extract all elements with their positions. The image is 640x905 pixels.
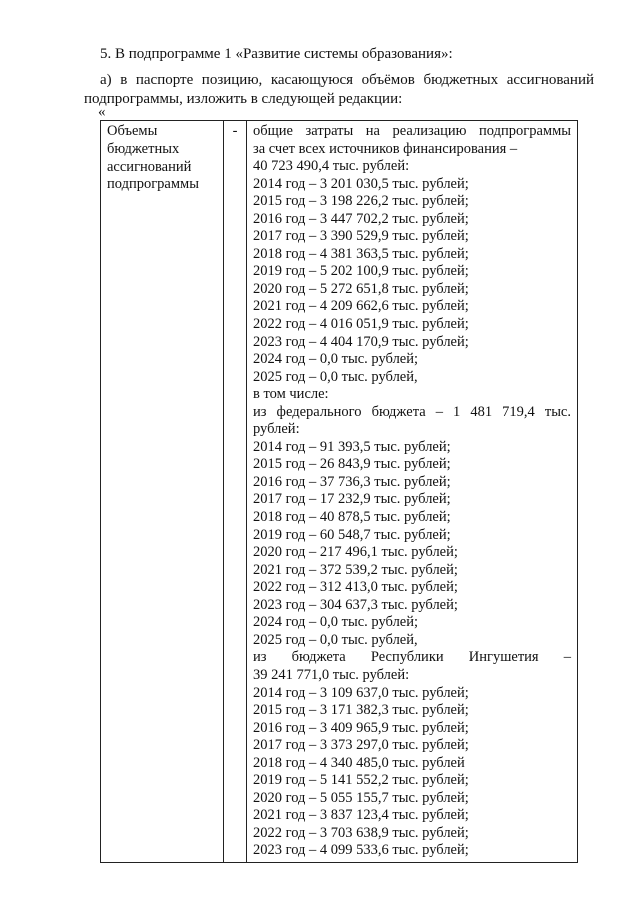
list-item: 2021 год – 4 209 662,6 тыс. рублей; xyxy=(253,298,469,315)
list-item: 2016 год – 3 409 965,9 тыс. рублей; xyxy=(253,719,469,736)
list-item: 2022 год – 3 703 638,9 тыс. рублей; xyxy=(253,824,469,841)
total-years-list xyxy=(253,176,571,387)
list-item: 2014 год – 3 201 030,5 тыс. рублей; xyxy=(253,175,469,192)
regional-years-list xyxy=(253,685,571,860)
list-item: 2019 год – 5 202 100,9 тыс. рублей; xyxy=(253,263,469,280)
including-label: в том числе: xyxy=(253,386,329,403)
label-line: бюджетных xyxy=(107,140,180,157)
total-amount: 40 723 490,4 тыс. рублей: xyxy=(253,158,410,175)
dash-cell: - xyxy=(224,121,247,863)
list-item: 2019 год – 5 141 552,2 тыс. рублей; xyxy=(253,772,469,789)
list-item: 2021 год – 372 539,2 тыс. рублей; xyxy=(253,561,458,578)
list-item: 2022 год – 4 016 051,9 тыс. рублей; xyxy=(253,316,469,333)
list-item: 2017 год – 17 232,9 тыс. рублей; xyxy=(253,491,451,508)
list-item: 2015 год – 3 198 226,2 тыс. рублей; xyxy=(253,193,469,210)
section-heading: 5. В подпрограмме 1 «Развитие системы образования»: xyxy=(100,46,453,62)
list-item: 2023 год – 4 404 170,9 тыс. рублей; xyxy=(253,333,469,350)
list-item: 2024 год – 0,0 тыс. рублей; xyxy=(253,351,419,368)
list-item: 2019 год – 60 548,7 тыс. рублей; xyxy=(253,526,451,543)
list-item: 2020 год – 5 055 155,7 тыс. рублей; xyxy=(253,789,469,806)
list-item: 2015 год – 26 843,9 тыс. рублей; xyxy=(253,456,451,473)
list-item: 2018 год – 4 340 485,0 тыс. рублей xyxy=(253,754,465,771)
list-item: 2024 год – 0,0 тыс. рублей; xyxy=(253,614,419,631)
regional-amount: 39 241 771,0 тыс. рублей: xyxy=(253,666,410,683)
total-text: общие затраты на реализацию подпрограммы xyxy=(253,123,571,139)
list-item: 2017 год – 3 390 529,9 тыс. рублей; xyxy=(253,228,469,245)
instruction-line-2: подпрограммы, изложить в следующей редакции: xyxy=(84,91,403,107)
federal-text: рублей: xyxy=(253,421,300,438)
table-row xyxy=(101,121,578,863)
list-item: 2018 год – 40 878,5 тыс. рублей; xyxy=(253,509,451,526)
list-item: 2020 год – 5 272 651,8 тыс. рублей; xyxy=(253,280,469,297)
list-item: 2014 год – 3 109 637,0 тыс. рублей; xyxy=(253,684,469,701)
list-item: 2017 год – 3 373 297,0 тыс. рублей; xyxy=(253,737,469,754)
label-line: подпрограммы xyxy=(107,176,199,193)
list-item: 2018 год – 4 381 363,5 тыс. рублей; xyxy=(253,245,469,262)
list-item: 2020 год – 217 496,1 тыс. рублей; xyxy=(253,544,458,561)
list-item: 2022 год – 312 413,0 тыс. рублей; xyxy=(253,579,458,596)
list-item: 2016 год – 3 447 702,2 тыс. рублей; xyxy=(253,210,469,227)
list-item: 2023 год – 304 637,3 тыс. рублей; xyxy=(253,596,458,613)
opening-quote: « xyxy=(98,104,106,120)
label-line: Объемы xyxy=(107,123,158,139)
label-line: ассигнований xyxy=(107,158,192,175)
list-item: 2021 год – 3 837 123,4 тыс. рублей; xyxy=(253,807,469,824)
list-item: 2015 год – 3 171 382,3 тыс. рублей; xyxy=(253,702,469,719)
instruction-text-1: а) в паспорте позицию, касающуюся объёмов бюджетных ассигнований xyxy=(100,72,594,88)
value-cell xyxy=(247,121,578,863)
total-text: за счет всех источников финансирования – xyxy=(253,140,518,157)
passport-table xyxy=(100,120,578,863)
list-item: 2023 год – 4 099 533,6 тыс. рублей; xyxy=(253,842,469,859)
list-item: 2025 год – 0,0 тыс. рублей, xyxy=(253,368,418,385)
federal-text: из федерального бюджета – 1 481 719,4 тыс. xyxy=(253,403,571,420)
list-item: 2025 год – 0,0 тыс. рублей, xyxy=(253,631,418,648)
regional-text: из бюджета Республики Ингушетия – xyxy=(253,649,571,666)
label-cell xyxy=(101,121,224,863)
federal-years-list xyxy=(253,439,571,650)
list-item: 2014 год – 91 393,5 тыс. рублей; xyxy=(253,438,451,455)
list-item: 2016 год – 37 736,3 тыс. рублей; xyxy=(253,473,451,490)
instruction-line-1 xyxy=(84,71,594,90)
